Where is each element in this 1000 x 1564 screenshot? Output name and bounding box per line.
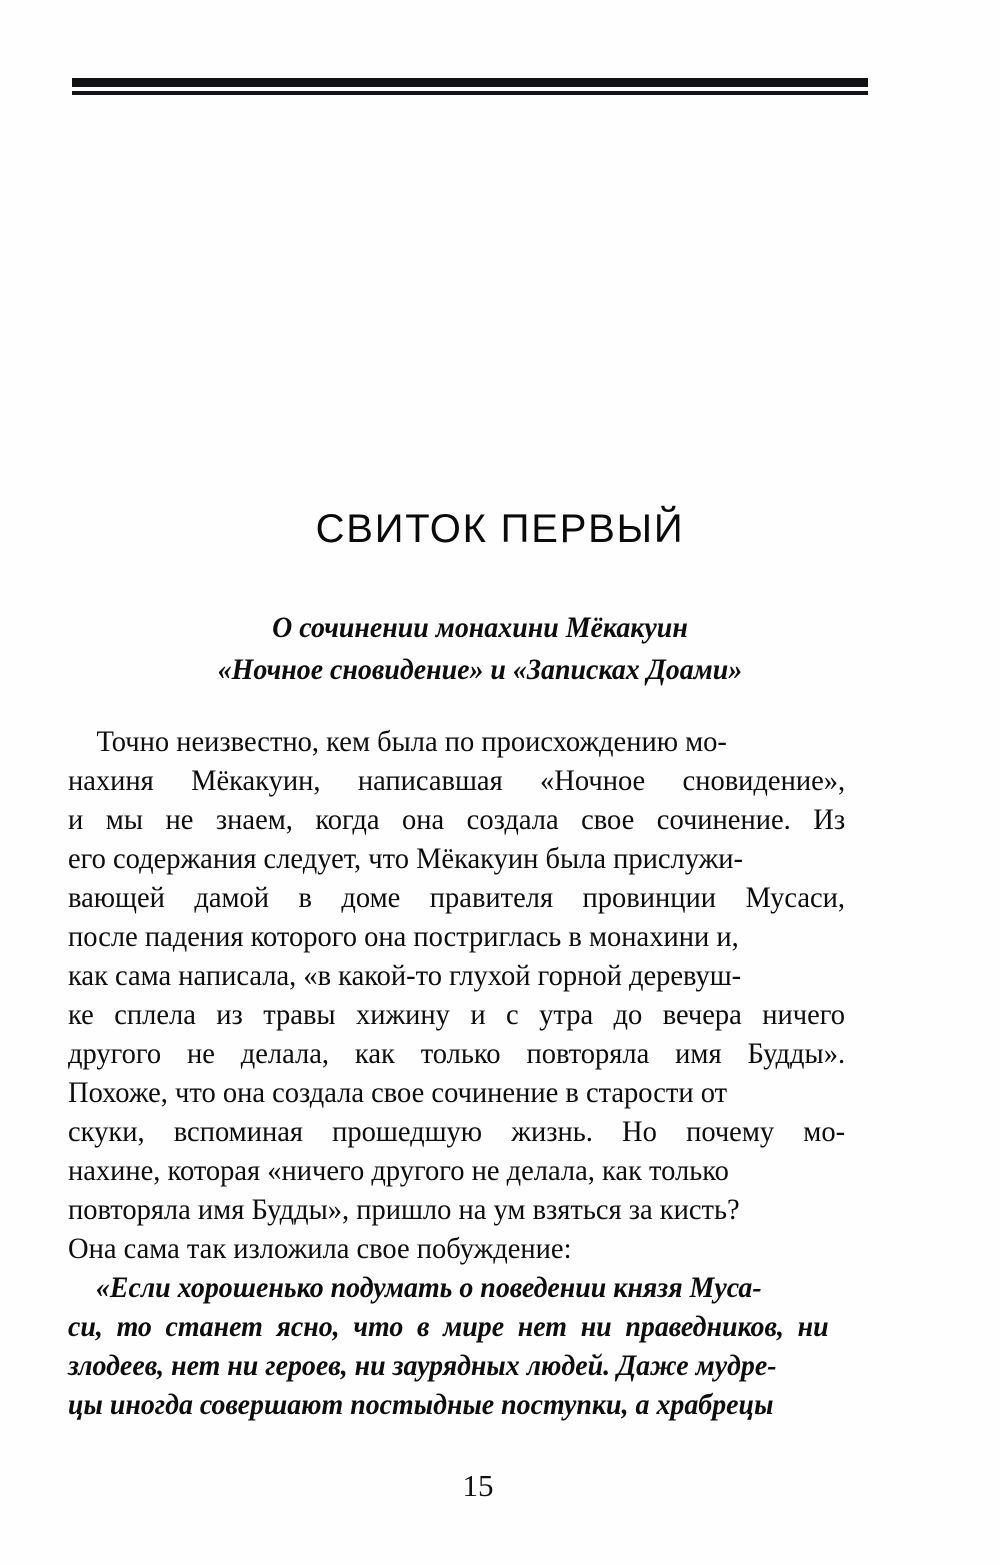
body-line: Точно неизвестно, кем была по происхождению мо- [96, 725, 727, 758]
body-line: и мы не знаем, когда она создала свое сочинение. Из [68, 803, 846, 836]
body-line: цы иногда совершают постыдные поступки, а храбрецы [68, 1388, 774, 1421]
chapter-subtitle [99, 607, 862, 691]
body-line: после падения которого она постриглась в монахини и, [68, 920, 739, 953]
body-line: другого не делала, как только повторяла имя Будды». [68, 1037, 846, 1070]
body-line: нахиня Мёкакуин, написавшая «Ночное сновидение», [68, 764, 846, 797]
body-line: «Если хорошенько подумать о поведении князя Муса- [95, 1271, 762, 1304]
page-number: 15 [462, 1468, 494, 1503]
body-text [68, 722, 886, 1424]
body-line: как сама написала, «в какой-то глухой горной деревуш- [68, 959, 742, 992]
body-line: си, то станет ясно, что в мире нет ни праведников, ни [68, 1310, 829, 1343]
body-line: скуки, вспоминая прошедшую жизнь. Но почему мо- [68, 1115, 846, 1148]
chapter-subtitle-line-2: «Ночное сновидение» и «Записках Доами» [217, 653, 743, 686]
chapter-title: СВИТОК ПЕРВЫЙ [315, 506, 685, 551]
body-line: Она сама так изложила свое побуждение: [68, 1232, 572, 1265]
header-rule-thin [72, 91, 868, 95]
body-line: повторяла имя Будды», пришло на ум взяться за кисть? [68, 1193, 740, 1226]
body-line: Похоже, что она создала свое сочинение в старости от [68, 1076, 728, 1109]
body-line: ке сплела из травы хижину и с утра до вечера ничего [68, 998, 845, 1031]
header-double-rule [72, 78, 868, 95]
body-line: вающей дамой в доме правителя провинции Мусаси, [68, 881, 846, 914]
body-line: его содержания следует, что Мёкакуин была прислужи- [68, 842, 744, 875]
body-line: злодеев, нет ни героев, ни заурядных людей. Даже мудре- [68, 1349, 777, 1382]
chapter-subtitle-line-1: О сочинении монахини Мёкакуин [272, 611, 688, 644]
header-rule-thick [72, 78, 868, 87]
body-line: нахине, которая «ничего другого не делала, как только [68, 1154, 729, 1187]
